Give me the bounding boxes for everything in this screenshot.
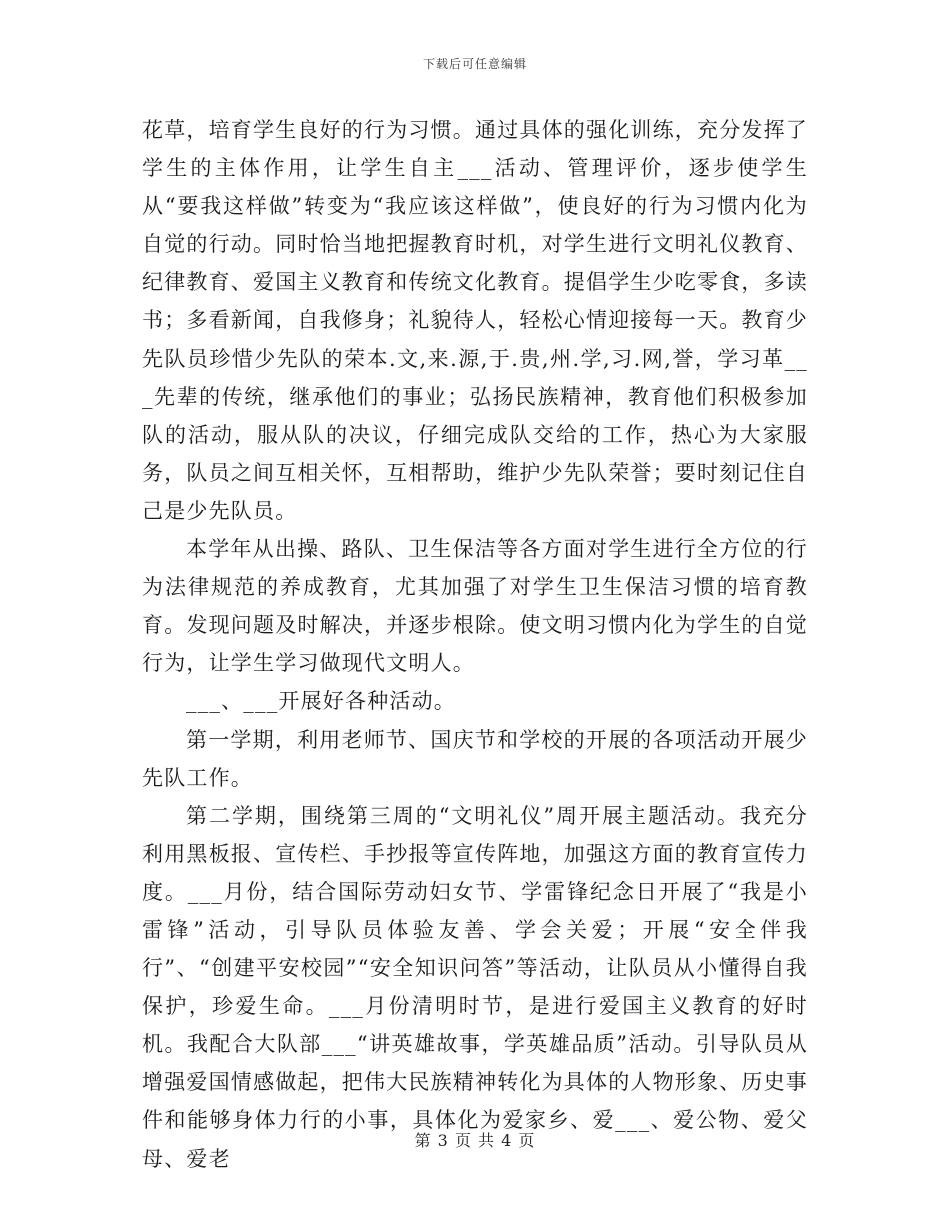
paragraph-5: 第二学期，围绕第三周的“文明礼仪”周开展主题活动。我充分利用黑板报、宣传栏、手抄报等宣传阵地，加强这方面的教育宣传力度。___月份，结合国际劳动妇女节、学雷锋纪念日开展了“我是小雷锋”活动，引导队员体验友善、学会关爱；开展“安全伴我行”、“创建平安校园”“安全知识问答”等活动，让队员从小懂得自我保护，珍爱生命。___月份清明时节，是进行爱国主义教育的好时机。我配合大队部___“讲英雄故事，学英雄品质”活动。引导队员从增强爱国情感做起，把伟大民族精神转化为具体的人物形象、历史事件和能够身体力行的小事，具体化为爱家乡、爱___、爱公物、爱父母、爱老	[142, 803, 808, 1171]
paragraph-3: ___、___开展好各种活动。	[186, 689, 456, 714]
paragraph-4: 第一学期，利用老师节、国庆节和学校的开展的各项活动开展少先队工作。	[142, 727, 808, 790]
paragraph-2: 本学年从出操、路队、卫生保洁等各方面对学生进行全方位的行为法律规范的养成教育，尤其加强了对学生卫生保洁习惯的培育教育。发现问题及时解决，并逐步根除。使文明习惯内化为学生的自觉行为，让学生学习做现代文明人。	[142, 537, 808, 676]
page-number: 第 3 页 共 4 页	[414, 1131, 536, 1150]
document-body	[142, 111, 808, 1178]
paragraph-1: 花草，培育学生良好的行为习惯。通过具体的强化训练，充分发挥了学生的主体作用，让学生自主___活动、管理评价，逐步使学生从“要我这样做”转变为“我应该这样做”，使良好的行为习惯内化为自觉的行动。同时恰当地把握教育时机，对学生进行文明礼仪教育、纪律教育、爱国主义教育和传统文化教育。提倡学生少吃零食，多读书；多看新闻，自我修身；礼貌待人，轻松心情迎接每一天。教育少先队员珍惜少先队的荣本.文,来.源,于.贵,州.学,习.网,誉，学习革___先辈的传统，继承他们的事业；弘扬民族精神，教育他们积极参加队的活动，服从队的决议，仔细完成队交给的工作，热心为大家服务，队员之间互相关怀，互相帮助，维护少先队荣誉；要时刻记住自己是少先队员。	[142, 118, 808, 523]
page-header-note: 下载后可任意编辑	[422, 57, 527, 71]
